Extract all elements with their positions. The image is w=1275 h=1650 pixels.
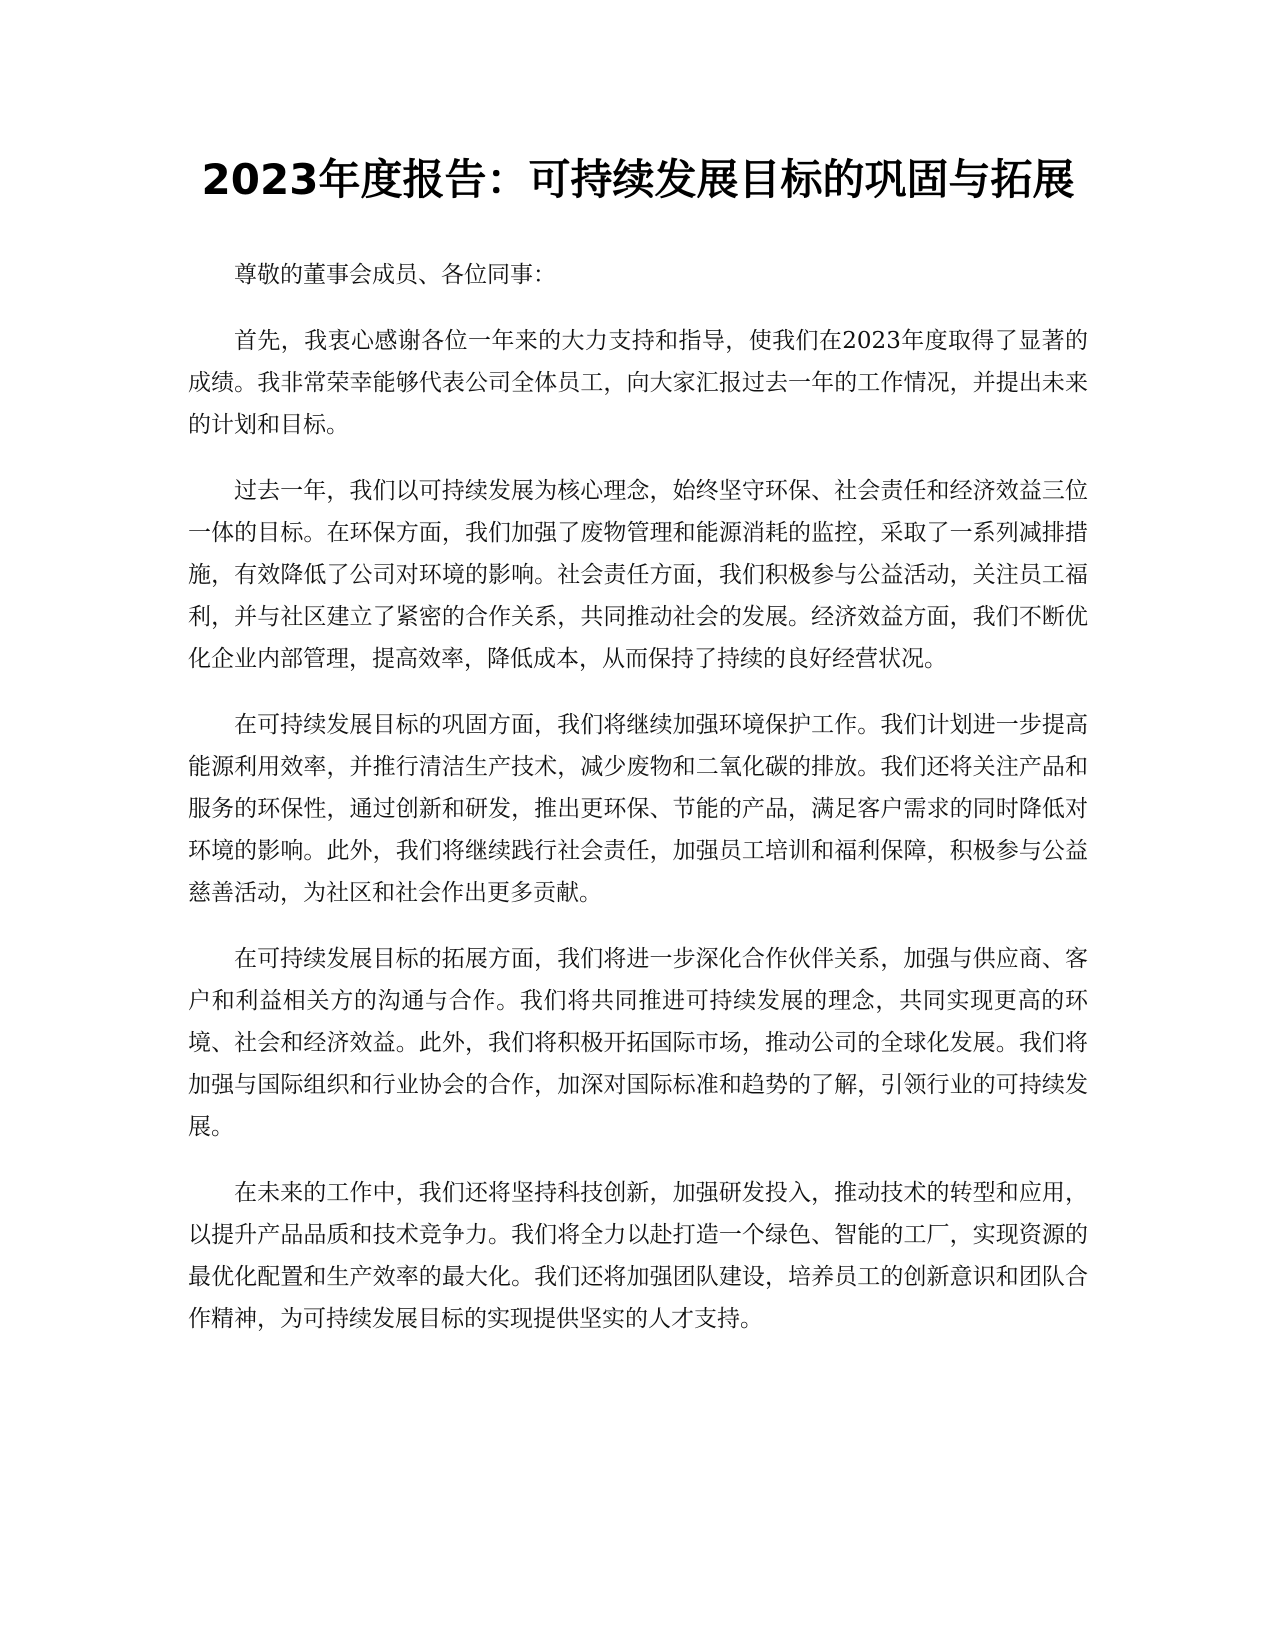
salutation: 尊敬的董事会成员、各位同事：: [234, 262, 556, 288]
document-title: 2023年度报告：可持续发展目标的巩固与拓展: [201, 155, 1075, 204]
paragraph-1: 首先，我衷心感谢各位一年来的大力支持和指导，使我们在2023年度取得了显著的成绩。我非常荣幸能够代表公司全体员工，向大家汇报过去一年的工作情况，并提出未来的计划和目标。: [188, 328, 1088, 438]
paragraph-3: 在可持续发展目标的巩固方面，我们将继续加强环境保护工作。我们计划进一步提高能源利用效率，并推行清洁生产技术，减少废物和二氧化碳的排放。我们还将关注产品和服务的环保性，通过创新和研发，推出更环保、节能的产品，满足客户需求的同时降低对环境的影响。此外，我们将继续践行社会责任，加强员工培训和福利保障，积极参与公益慈善活动，为社区和社会作出更多贡献。: [188, 712, 1088, 906]
document-page: [188, 140, 1088, 1340]
paragraph-4: 在可持续发展目标的拓展方面，我们将进一步深化合作伙伴关系，加强与供应商、客户和利益相关方的沟通与合作。我们将共同推进可持续发展的理念，共同实现更高的环境、社会和经济效益。此外，我们将积极开拓国际市场，推动公司的全球化发展。我们将加强与国际组织和行业协会的合作，加深对国际标准和趋势的了解，引领行业的可持续发展。: [188, 946, 1088, 1140]
paragraph-2: 过去一年，我们以可持续发展为核心理念，始终坚守环保、社会责任和经济效益三位一体的目标。在环保方面，我们加强了废物管理和能源消耗的监控，采取了一系列减排措施，有效降低了公司对环境的影响。社会责任方面，我们积极参与公益活动，关注员工福利，并与社区建立了紧密的合作关系，共同推动社会的发展。经济效益方面，我们不断优化企业内部管理，提高效率，降低成本，从而保持了持续的良好经营状况。: [188, 478, 1088, 672]
paragraph-5: 在未来的工作中，我们还将坚持科技创新，加强研发投入，推动技术的转型和应用，以提升产品品质和技术竞争力。我们将全力以赴打造一个绿色、智能的工厂，实现资源的最优化配置和生产效率的最大化。我们还将加强团队建设，培养员工的创新意识和团队合作精神，为可持续发展目标的实现提供坚实的人才支持。: [188, 1180, 1088, 1332]
